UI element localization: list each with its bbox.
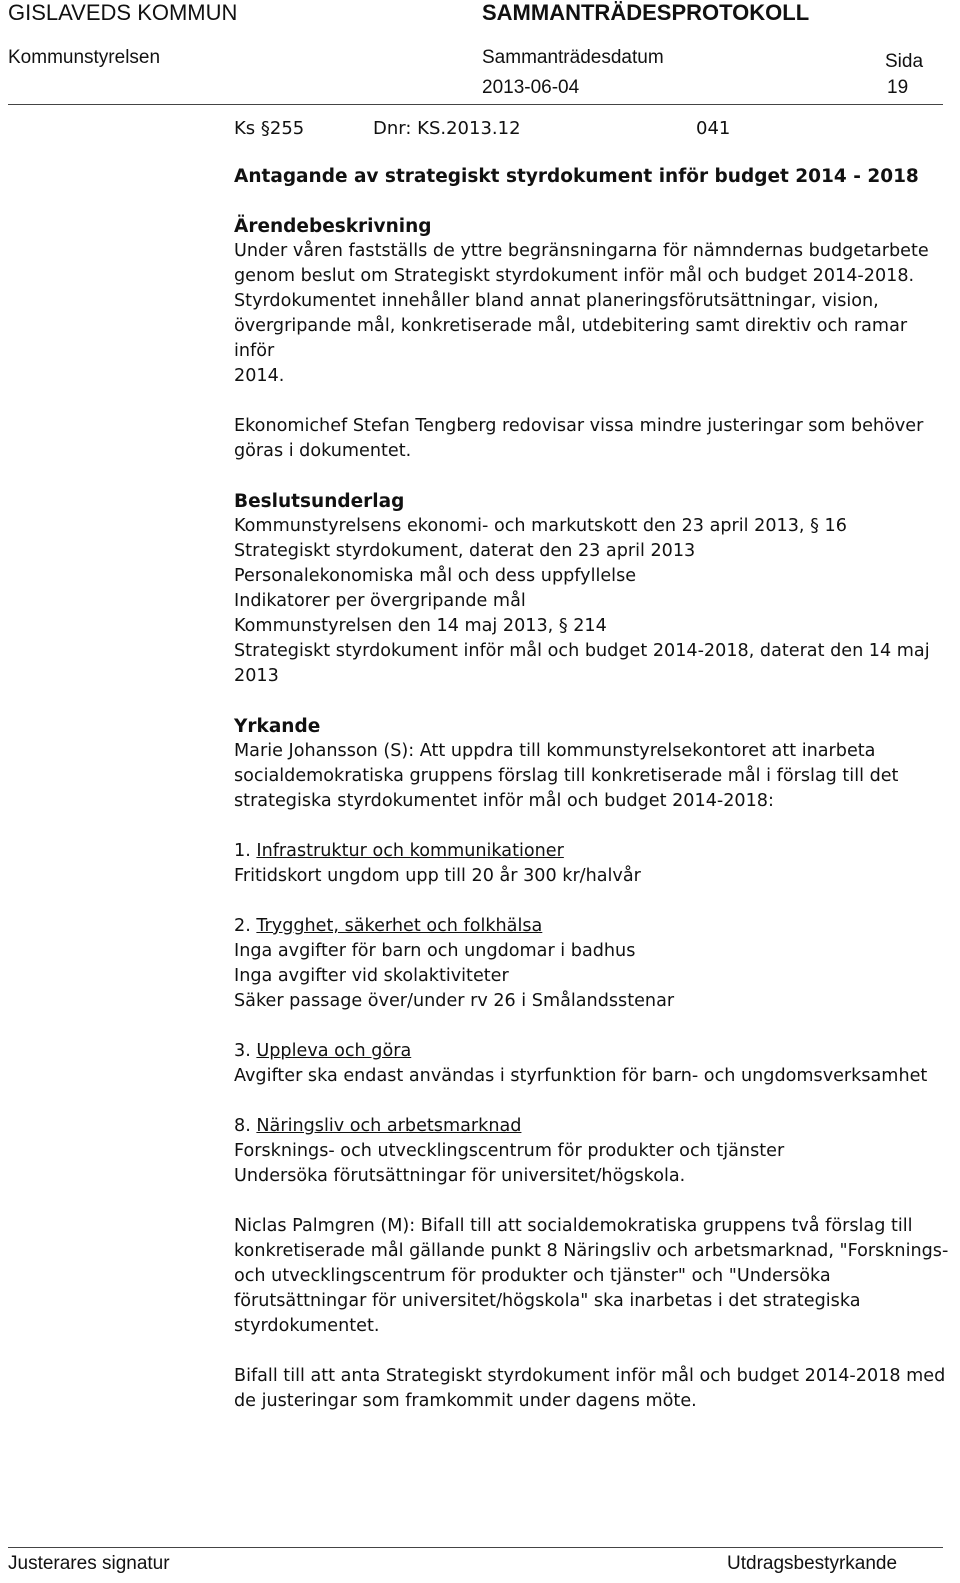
text-line: Avgifter ska endast användas i styrfunktion för barn- och ungdomsverksamhet [234, 1066, 928, 1086]
text-line: socialdemokratiska gruppens förslag till konkretiserade mål i förslag till det [234, 766, 899, 786]
adjuster-signature-label: Justerares signatur [8, 1553, 170, 1574]
text-line: Under våren fastställs de yttre begränsningarna för nämndernas budgetarbete [234, 241, 929, 261]
text-line: Marie Johansson (S): Att uppdra till kommunstyrelsekontoret att inarbeta [234, 741, 876, 761]
text-line: Inga avgifter för barn och ungdomar i badhus [234, 941, 636, 961]
diary-number: Dnr: KS.2013.12 [373, 118, 521, 139]
text-line: och utvecklingscentrum för produkter och tjänster" och "Undersöka [234, 1266, 831, 1286]
text-line: Niclas Palmgren (M): Bifall till att socialdemokratiska gruppens två förslag till [234, 1216, 913, 1236]
text-line: Inga avgifter vid skolaktiviteter [234, 966, 509, 986]
text-line: Kommunstyrelsens ekonomi- och markutskott den 23 april 2013, § 16 [234, 516, 847, 536]
item-number: 2. [234, 916, 251, 936]
text-line: Styrdokumentet innehåller bland annat planeringsförutsättningar, vision, [234, 291, 879, 311]
text-line: konkretiserade mål gällande punkt 8 Näringsliv och arbetsmarknad, "Forsknings- [234, 1241, 949, 1261]
section-heading-arendebeskrivning: Ärendebeskrivning [234, 216, 432, 237]
list-item-heading [234, 1039, 950, 1064]
extract-certification-label: Utdragsbestyrkande [727, 1553, 898, 1574]
classification-code: 041 [696, 118, 731, 139]
item-number: 3. [234, 1041, 251, 1061]
committee-name: Kommunstyrelsen [8, 47, 161, 68]
text-line: Forsknings- och utvecklingscentrum för produkter och tjänster [234, 1141, 785, 1161]
list-item-heading [234, 1114, 950, 1139]
text-line: de justeringar som framkommit under dagens möte. [234, 1391, 697, 1411]
text-line: Kommunstyrelsen den 14 maj 2013, § 214 [234, 616, 607, 636]
item-title: Infrastruktur och kommunikationer [256, 841, 564, 861]
text-line: förutsättningar för universitet/högskola" ska inarbetas i det strategiska [234, 1291, 861, 1311]
page-label: Sida [885, 51, 924, 72]
item-title: Näringsliv och arbetsmarknad [256, 1116, 522, 1136]
footer-divider [8, 1547, 943, 1548]
item-number: 1. [234, 841, 251, 861]
organization-name: GISLAVEDS KOMMUN [8, 0, 238, 25]
meeting-date: 2013-06-04 [482, 77, 580, 98]
header-divider [8, 104, 943, 105]
meeting-date-label: Sammanträdesdatum [482, 47, 664, 68]
text-line: Säker passage över/under rv 26 i Smålandsstenar [234, 991, 675, 1011]
text-line: Strategiskt styrdokument, daterat den 23 april 2013 [234, 541, 696, 561]
item-number: 8. [234, 1116, 251, 1136]
text-line: strategiska styrdokumentet inför mål och budget 2014-2018: [234, 791, 774, 811]
text-line: Strategiskt styrdokument inför mål och budget 2014-2018, daterat den 14 maj [234, 641, 930, 661]
text-line: göras i dokumentet. [234, 441, 412, 461]
page-title: Antagande av strategiskt styrdokument inför budget 2014 - 2018 [234, 166, 919, 187]
section-heading-yrkande: Yrkande [234, 716, 321, 737]
section-heading-beslutsunderlag: Beslutsunderlag [234, 491, 405, 512]
document-body [234, 164, 950, 1414]
list-item-heading [234, 839, 950, 864]
text-line: Ekonomichef Stefan Tengberg redovisar vissa mindre justeringar som behöver [234, 416, 924, 436]
text-line: Indikatorer per övergripande mål [234, 591, 526, 611]
text-line: övergripande mål, konkretiserade mål, utdebitering samt direktiv och ramar inför [234, 316, 908, 361]
page-number: 19 [887, 77, 909, 98]
text-line: Personalekonomiska mål och dess uppfyllelse [234, 566, 637, 586]
item-title: Trygghet, säkerhet och folkhälsa [256, 916, 543, 936]
text-line: Undersöka förutsättningar för universitet/högskola. [234, 1166, 686, 1186]
text-line: Fritidskort ungdom upp till 20 år 300 kr/halvår [234, 866, 641, 886]
document-type: SAMMANTRÄDESPROTOKOLL [482, 0, 810, 25]
text-line: 2013 [234, 666, 279, 686]
text-line: 2014. [234, 366, 285, 386]
text-line: genom beslut om Strategiskt styrdokument inför mål och budget 2014-2018. [234, 266, 915, 286]
item-title: Uppleva och göra [256, 1041, 412, 1061]
paragraph-number: Ks §255 [234, 118, 305, 139]
text-line: styrdokumentet. [234, 1316, 380, 1336]
text-line: Bifall till att anta Strategiskt styrdokument inför mål och budget 2014-2018 med [234, 1366, 946, 1386]
list-item-heading [234, 914, 950, 939]
